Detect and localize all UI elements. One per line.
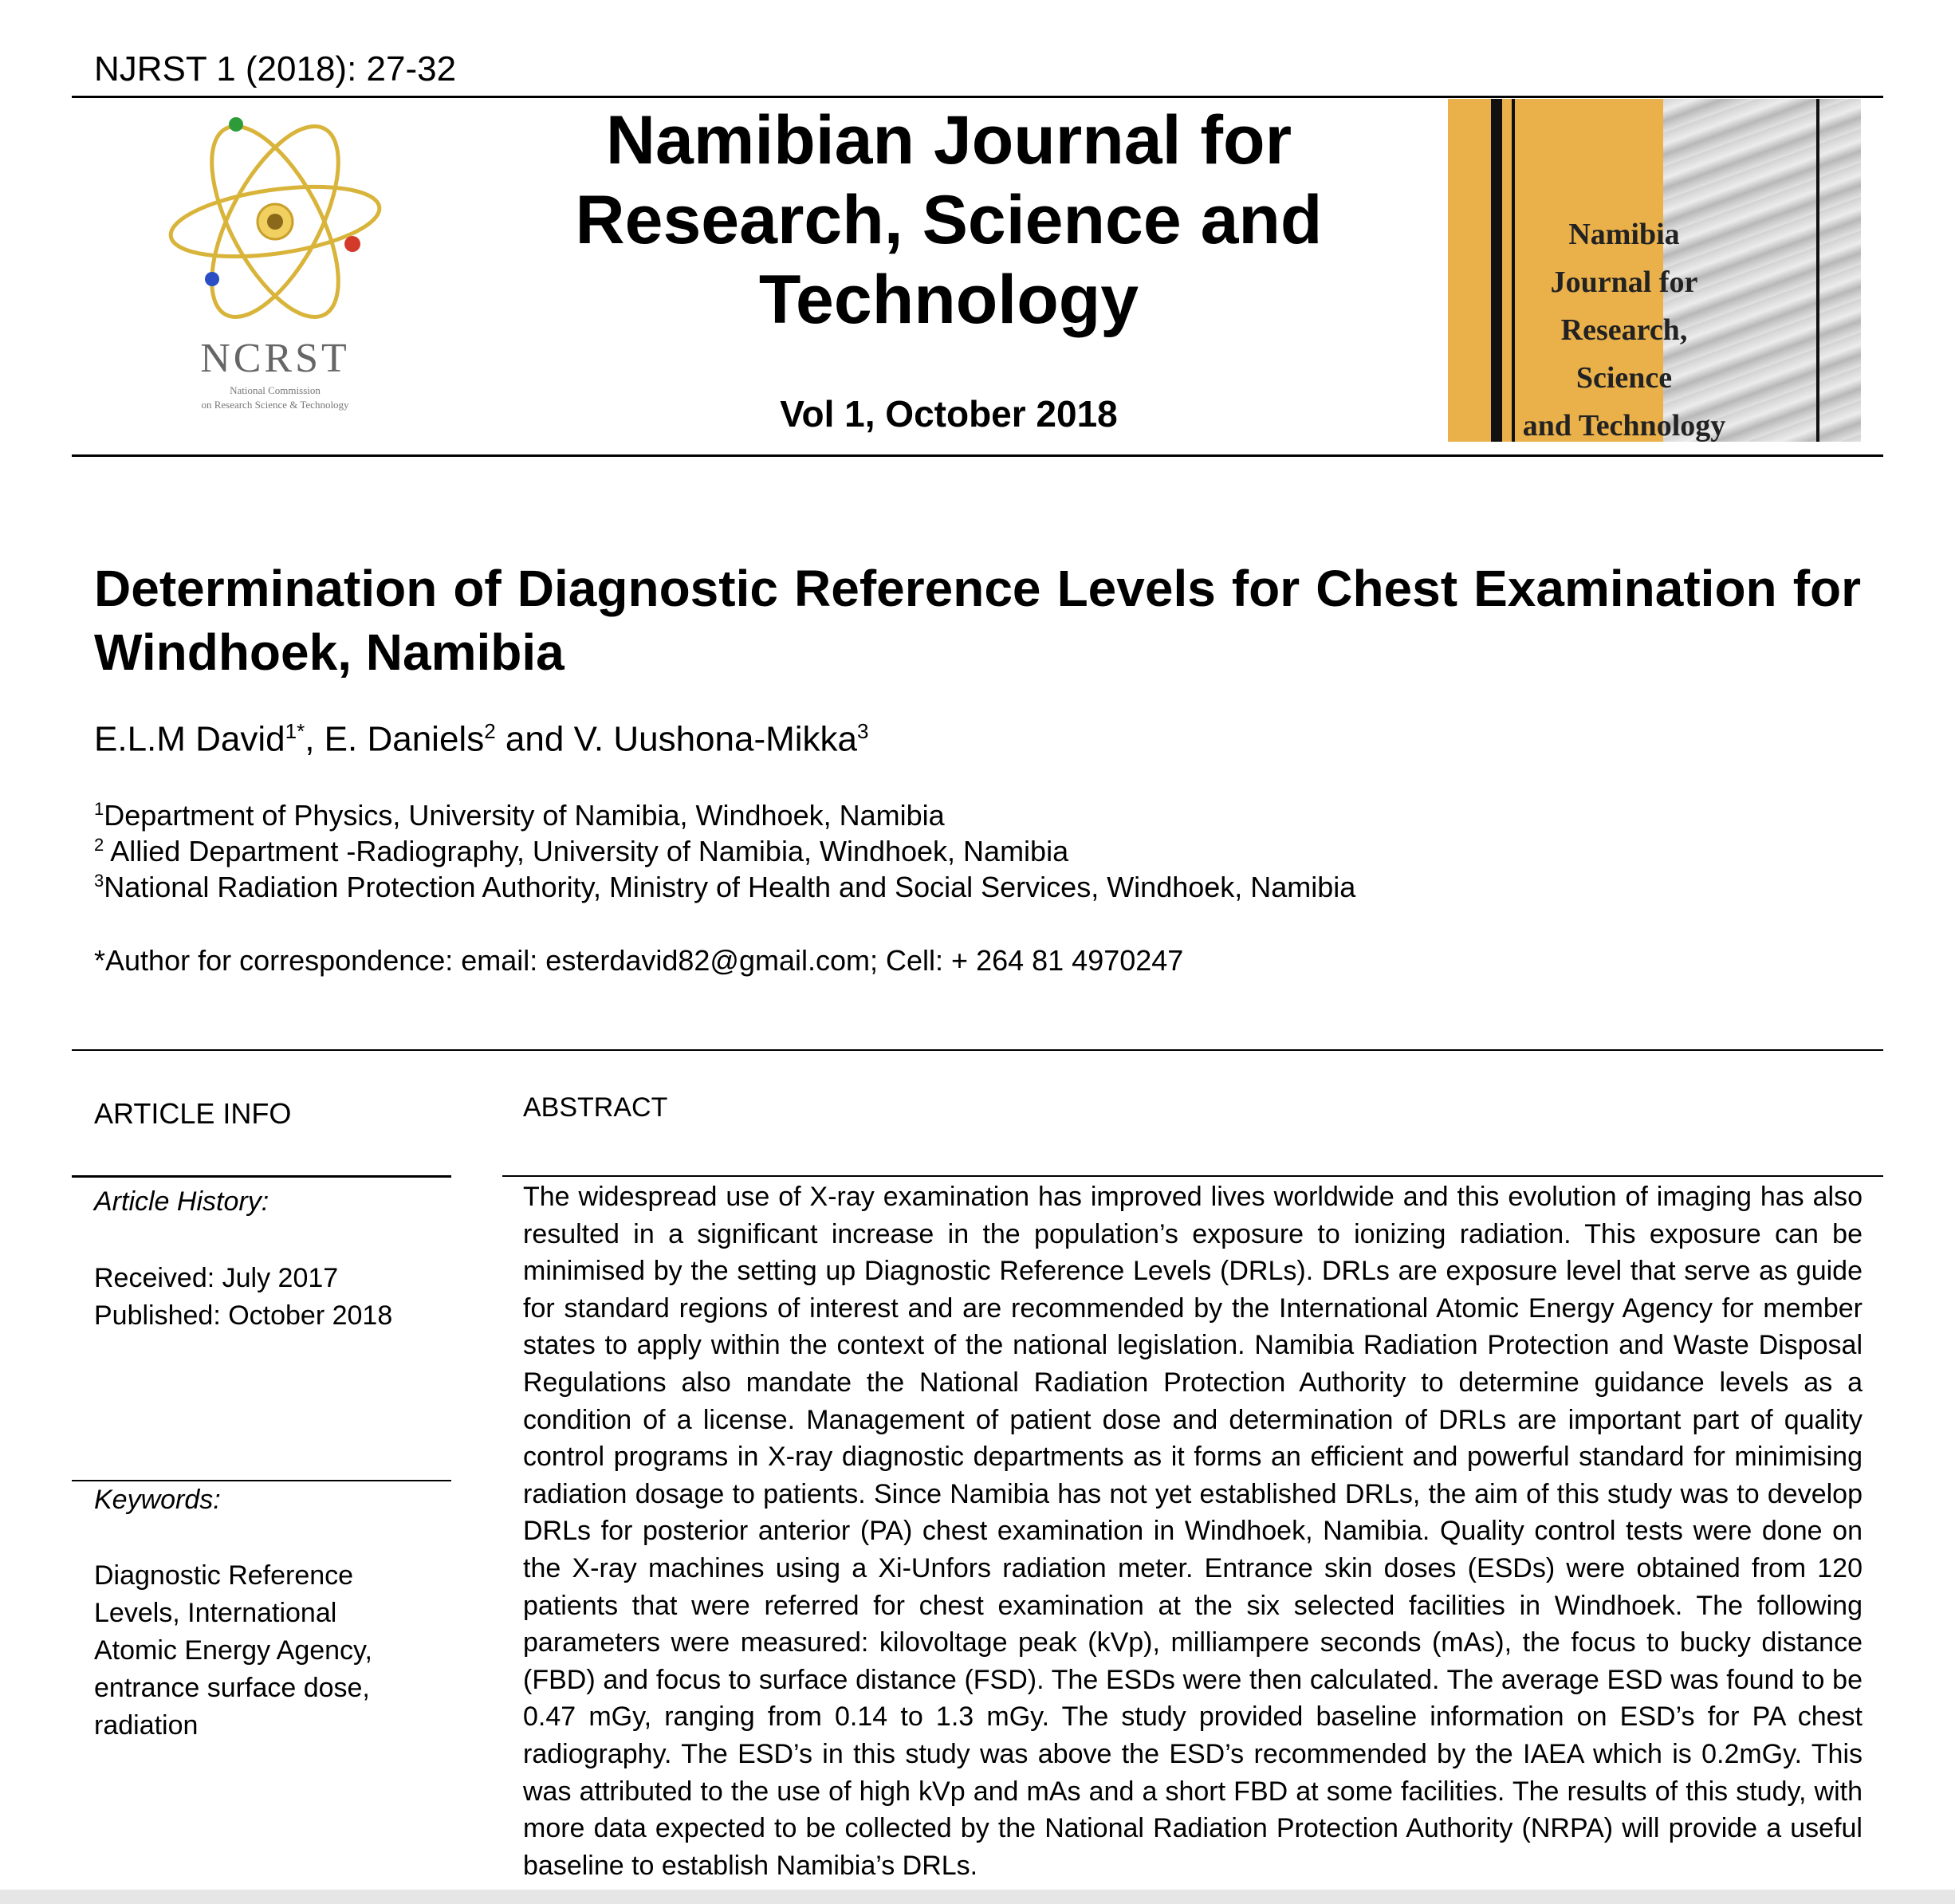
affiliation — [94, 871, 1355, 904]
abstract-heading: ABSTRACT — [523, 1092, 668, 1123]
logo-subtitle-1: National Commission — [230, 384, 321, 396]
published-date: Published: October 2018 — [94, 1300, 393, 1331]
journal-cover-image — [1448, 99, 1861, 442]
author-name: E. Daniels — [324, 719, 485, 759]
affiliation-text: Department of Physics, University of Namibia, Windhoek, Namibia — [104, 799, 945, 832]
cover-stripe — [1491, 99, 1502, 442]
abstract-rule — [502, 1175, 1883, 1177]
affiliation-text: Allied Department -Radiography, University of Namibia, Windhoek, Namibia — [104, 835, 1069, 867]
ncrst-logo — [144, 104, 407, 439]
author-affiliation-mark: 2 — [484, 719, 496, 743]
author-separator: and — [495, 719, 574, 759]
cover-title-line: Namibia Journal for — [1550, 218, 1698, 299]
author-name: V. Uushona-Mikka — [573, 719, 857, 759]
affiliation-mark: 1 — [94, 799, 104, 819]
cover-stripe — [1512, 99, 1515, 442]
cover-stripe — [1816, 99, 1819, 442]
logo-name: NCRST — [200, 336, 350, 381]
keyword-line: Atomic Energy Agency, — [94, 1635, 372, 1666]
keyword-line: Diagnostic Reference — [94, 1560, 354, 1591]
cover-title-line: Research, Science — [1560, 313, 1688, 395]
journal-title-line: Namibian Journal for — [605, 102, 1292, 179]
cover-title — [1516, 210, 1732, 442]
affiliation — [94, 835, 1068, 868]
correspondence: *Author for correspondence: email: esterdavid82@gmail.com; Cell: + 264 81 4970247 — [94, 944, 1184, 977]
journal-citation: NJRST 1 (2018): 27-32 — [94, 49, 457, 89]
keyword-line: entrance surface dose, — [94, 1673, 370, 1703]
affiliation — [94, 799, 945, 832]
keyword-line: radiation — [94, 1710, 199, 1741]
abstract-text: The widespread use of X-ray examination has improved lives worldwide and this evolution of imaging has also resulted in a significant increase in the population’s exposure to ionizing radiation. This exposure can be minimised by the setting up Diagnostic Reference Levels (DRLs). DRLs are exposure level that serve as guide for standard regions of interest and are recommended by the International Atomic Energy Agency for member states to apply within the context of the national legislation. Namibia Radiation Protection and Waste Disposal Regulations also mandate the National Radiation Protection Authority to determine guidance levels as a condition of a license. Management of patient dose and determination of DRLs are important part of quality control programs in X-ray diagnostic departments as it forms an efficient and powerful standard for minimising radiation dosage to patients. Since Namibia has not yet established DRLs, the aim of this study was to develop DRLs for posterior anterior (PA) chest examination in Windhoek, Namibia. Quality control tests were done on the X-ray machines using a Xi-Unfors radiation meter. Entrance skin doses (ESDs) were obtained from 120 patients that were referred for chest examination at the six selected facilities in Windhoek. The following parameters were measured: kilovoltage peak (kVp), milliampere seconds (mAs), the focus to bucky distance (FBD) and focus to surface distance (FSD). The ESDs were then calculated. The average ESD was found to be 0.47 mGy, ranging from 0.14 to 1.3 mGy. The study provided baseline information on ESD’s for PA chest radiography. The ESD’s in this study was above the ESD’s recommended by the IAEA which is 0.2mGy. This was attributed to the use of high kVp and mAs and a short FBD at some facilities. The results of this study, with more data expected to be collected by the National Radiation Protection Authority (NRPA) will provide a useful baseline to establish Namibia’s DRLs. — [523, 1182, 1863, 1881]
journal-title-line: Research, Science and — [575, 182, 1323, 258]
author-affiliation-mark: 3 — [857, 719, 869, 743]
article-history-label: Article History: — [94, 1186, 269, 1217]
article-title: Determination of Diagnostic Reference Levels for Chest Examination for Windhoek, Namibia — [94, 560, 1861, 681]
keywords-list — [94, 1557, 372, 1745]
author-list — [94, 719, 868, 760]
journal-title-line: Technology — [758, 262, 1139, 338]
affiliation-mark: 3 — [94, 871, 104, 891]
keyword-line: Levels, International — [94, 1598, 337, 1628]
header-top-rule — [72, 96, 1883, 98]
article-info-rule — [72, 1175, 451, 1178]
viewer-bottom-strip — [0, 1890, 1955, 1904]
keywords-rule — [72, 1480, 451, 1481]
affiliation-mark: 2 — [94, 835, 104, 855]
keywords-label: Keywords: — [94, 1485, 221, 1515]
journal-volume: Vol 1, October 2018 — [780, 393, 1118, 435]
atom-icon — [144, 104, 407, 335]
header-bottom-rule — [72, 454, 1883, 457]
cover-title-line: and Technology — [1522, 409, 1726, 442]
received-date: Received: July 2017 — [94, 1263, 339, 1293]
journal-title — [526, 100, 1371, 340]
logo-subtitle-2: on Research Science & Technology — [201, 399, 349, 411]
author-name: E.L.M David — [94, 719, 285, 759]
section-rule — [72, 1049, 1883, 1051]
affiliation-text: National Radiation Protection Authority, Ministry of Health and Social Services, Windhoek, Namibia — [104, 871, 1356, 903]
author-affiliation-mark: 1* — [285, 719, 305, 743]
article-info-heading: ARTICLE INFO — [94, 1097, 292, 1130]
author-separator: , — [305, 719, 325, 759]
